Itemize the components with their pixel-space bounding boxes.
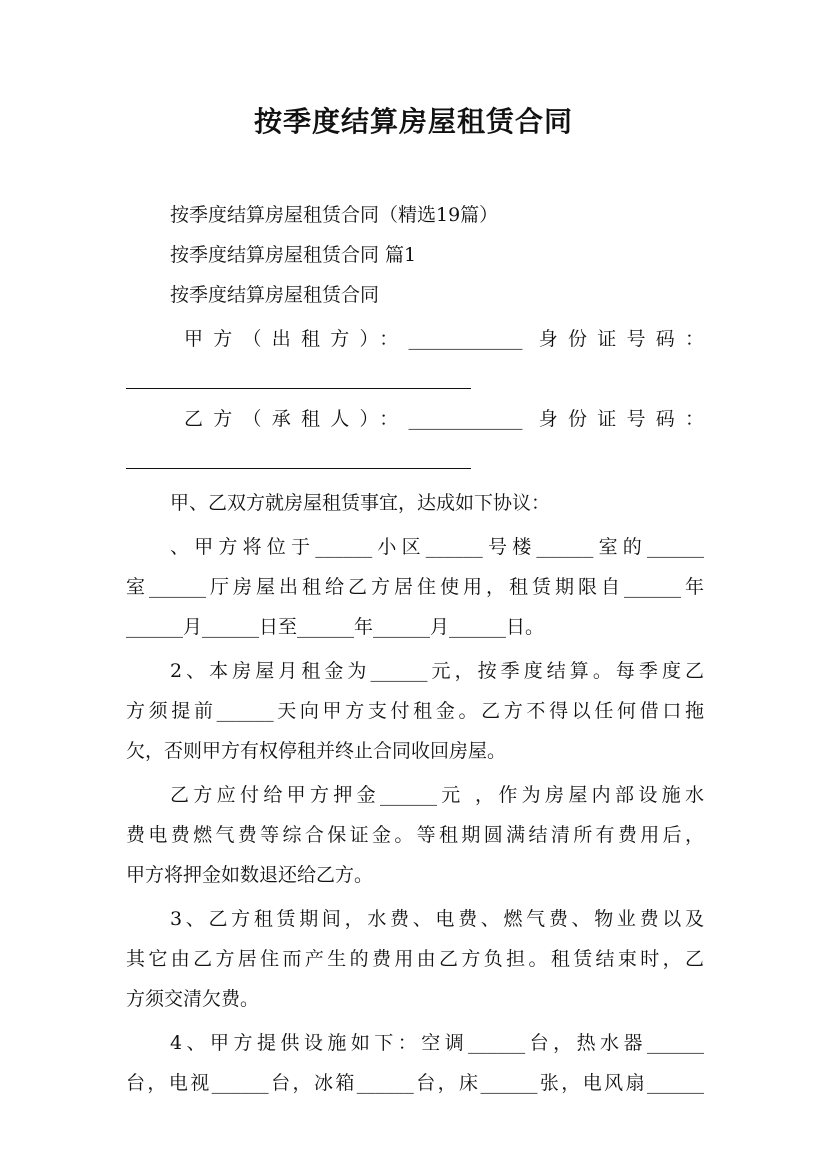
paragraph-line: 甲、乙双方就房屋租赁事宜，达成如下协议： <box>170 492 551 514</box>
document-body <box>126 195 704 1103</box>
paragraph-line: ______月______日至______年______月______日。 <box>126 616 545 638</box>
paragraph-line: 室______厅房屋出租给乙方居住使用，租赁期限自______年 <box>126 576 704 598</box>
signature-blank-line <box>126 439 704 479</box>
blank-underline <box>126 388 471 389</box>
paragraph-line: 按季度结算房屋租赁合同 <box>170 284 380 306</box>
paragraph-line: 台，电视______台，冰箱______台，床______张，电风扇______ <box>126 1072 704 1094</box>
paragraph-line: 甲方（出租方）：____________ 身份证号码： <box>184 328 704 350</box>
document-title: 按季度结算房屋租赁合同 <box>253 105 573 138</box>
paragraph-line: 按季度结算房屋租赁合同（精选19篇） <box>170 204 499 226</box>
paragraph-line: 费电费燃气费等综合保证金。等租期圆满结清所有费用后， <box>126 824 704 846</box>
paragraph-line: 4、甲方提供设施如下：空调______台，热水器______ <box>170 1032 704 1054</box>
paragraph-line: 方须交清欠费。 <box>126 988 260 1010</box>
paragraph-line: 方须提前______天向甲方支付租金。乙方不得以任何借口拖 <box>126 700 704 722</box>
paragraph-line: 按季度结算房屋租赁合同 篇1 <box>170 244 417 266</box>
blank-underline <box>126 468 471 469</box>
paragraph-line: 乙方应付给甲方押金______元 ，作为房屋内部设施水 <box>170 784 704 806</box>
paragraph-line: 、甲方将位于______小区______号楼______室的______ <box>170 536 704 558</box>
paragraph-line: 甲方将押金如数退还给乙方。 <box>126 864 374 886</box>
paragraph-line: 欠，否则甲方有权停租并终止合同收回房屋。 <box>126 740 507 762</box>
paragraph-line: 2、本房屋月租金为______元，按季度结算。每季度乙 <box>170 660 704 682</box>
paragraph-line: 乙方（承租人）：____________ 身份证号码： <box>184 408 704 430</box>
paragraph-line: 3、乙方租赁期间，水费、电费、燃气费、物业费以及 <box>170 908 704 930</box>
signature-blank-line <box>126 359 704 399</box>
paragraph-line: 其它由乙方居住而产生的费用由乙方负担。租赁结束时，乙 <box>126 948 704 970</box>
